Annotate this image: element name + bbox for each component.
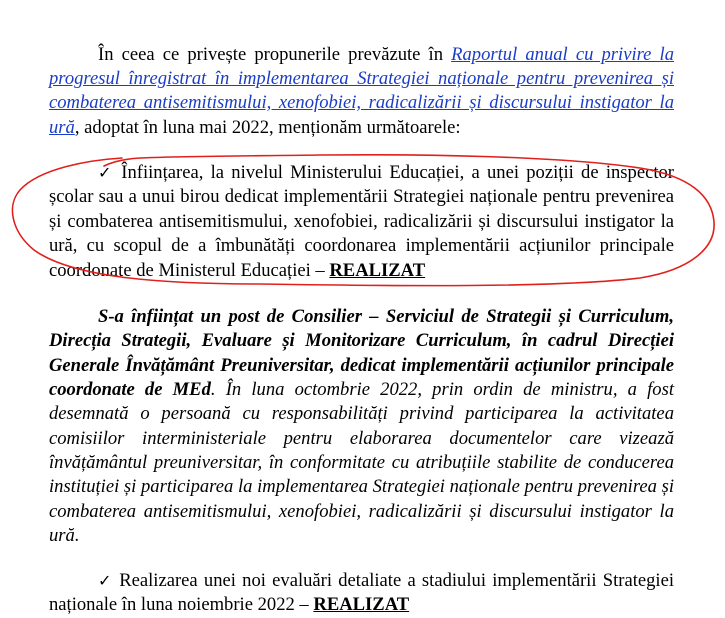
status-realizat: REALIZAT xyxy=(329,260,426,281)
item-1-line-5: coordonate de Ministerul Educației – REALIZAT xyxy=(49,260,426,281)
item-1-line-2: școlar sau a unui birou dedicat implementării Strategiei naționale pentru prevenirea xyxy=(49,186,674,207)
paragraph-intro-line-3 xyxy=(49,91,674,115)
paragraph-result-line-1: S-a înființat un post de Consilier – Serviciul de Strategii și Curriculum, xyxy=(98,306,674,327)
report-link[interactable]: combaterea antisemitismului, xenofobiei, radicalizării și discursului instigator la xyxy=(49,92,674,113)
item-1-line-3: și combaterea antisemitismului, xenofobiei, radicalizării și discursului instigator la xyxy=(49,211,674,232)
item-2-line-1: ✓ Realizarea unei noi evaluări detaliate a stadiului implementării Strategiei xyxy=(98,570,674,591)
status-realizat: REALIZAT xyxy=(313,594,410,615)
paragraph-result-line-9: combaterea antisemitismului, xenofobiei, radicalizării și discursului instigator la xyxy=(49,501,674,522)
item-1-line-1: ✓ Înființarea, la nivelul Ministerului Educației, a unei poziții de inspector xyxy=(98,162,674,183)
item-1-line-4: ură, cu scopul de a îmbunătăți coordonarea implementării acțiunilor principale xyxy=(49,235,674,256)
paragraph-result-line-5: desemnată o persoană cu responsabilități privind participarea la activitatea xyxy=(49,403,674,424)
paragraph-result-line-2: Direcția Strategii, Evaluare și Monitorizare Curriculum, în cadrul Direcției xyxy=(49,330,674,351)
paragraph-intro-line-4: ură, adoptat în luna mai 2022, menționăm următoarele: xyxy=(49,117,461,138)
paragraph-result-line-8: instituției și participarea la implementarea Strategiei naționale pentru prevenirea și xyxy=(49,476,674,497)
report-link[interactable]: progresul înregistrat în implementarea Strategiei naționale pentru prevenirea și xyxy=(49,68,674,89)
paragraph-intro-line-1: În ceea ce privește propunerile prevăzute în Raportul anual cu privire la xyxy=(98,44,674,65)
paragraph-result-line-7: învățământul preuniversitar, în conformitate cu atribuțiile stabilite de conducerea xyxy=(49,452,674,473)
paragraph-result-line-10: ură. xyxy=(49,525,80,546)
paragraph-result-line-4: coordonate de MEd. În luna octombrie 2022, prin ordin de ministru, a fost xyxy=(49,379,675,400)
paragraph-result-line-3: Generale Învățământ Preuniversitar, dedicat implementării acțiunilor principale xyxy=(49,355,674,376)
report-link[interactable]: Raportul anual cu privire la xyxy=(451,44,674,65)
paragraph-result-line-6: comisiilor interministeriale pentru elaborarea documentelor care vizează xyxy=(49,428,674,449)
checkmark-icon: ✓ xyxy=(98,571,113,590)
item-2-line-2: naționale în luna noiembrie 2022 – REALIZAT xyxy=(49,594,410,615)
checkmark-icon: ✓ xyxy=(98,163,115,182)
report-link[interactable]: ură xyxy=(49,117,75,138)
paragraph-intro-line-2 xyxy=(49,67,674,91)
